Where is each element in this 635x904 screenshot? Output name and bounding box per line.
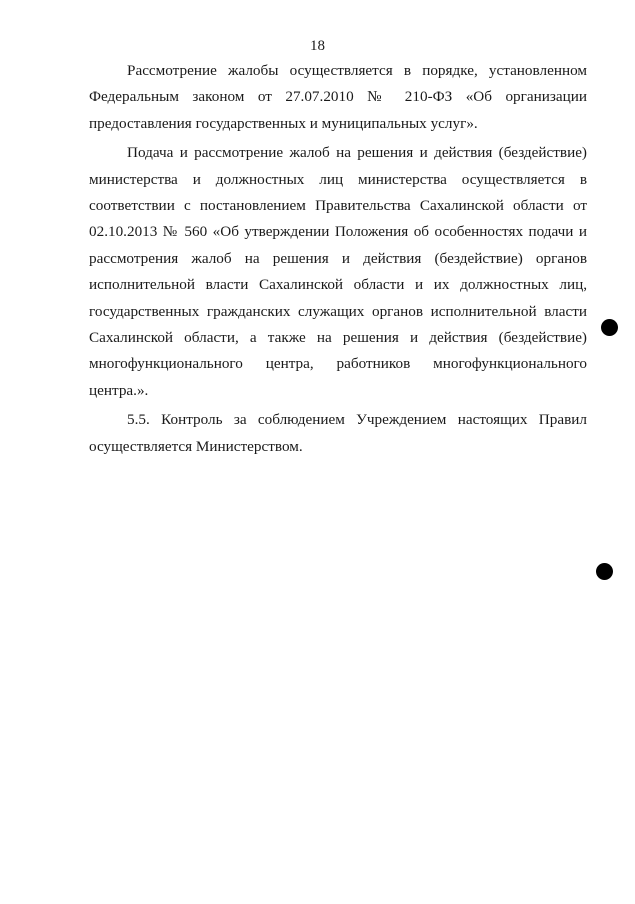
paragraph-complaint-procedure: Рассмотрение жалобы осуществляется в порядке, установленном Федеральным законом от 27.07.2010 № 210-ФЗ «Об организации предоставления государственных и муниципальных услуг».	[89, 62, 587, 132]
binder-hole-mark	[596, 563, 613, 580]
document-body	[89, 58, 587, 460]
binder-hole-mark	[601, 319, 618, 336]
paragraph-complaint-submission: Подача и рассмотрение жалоб на решения и действия (бездействие) министерства и должностных лиц министерства осуществляется в соответствии с постановлением Правительства Сахалинской области от 02.10.2013 № 560 «Об утверждении Положения об особенностях подачи и рассмотрения жалоб на решения и действия (бездействие) органов исполнительной власти Сахалинской области и их должностных лиц, государственных гражданских служащих органов исполнительной власти Сахалинской области, а также на решения и действия (бездействие) многофункционального центра, работников многофункционального центра.».	[89, 144, 587, 399]
page-number: 18	[310, 38, 325, 54]
paragraph-control-clause: 5.5. Контроль за соблюдением Учреждением настоящих Правил осуществляется Министерством.	[89, 411, 587, 455]
